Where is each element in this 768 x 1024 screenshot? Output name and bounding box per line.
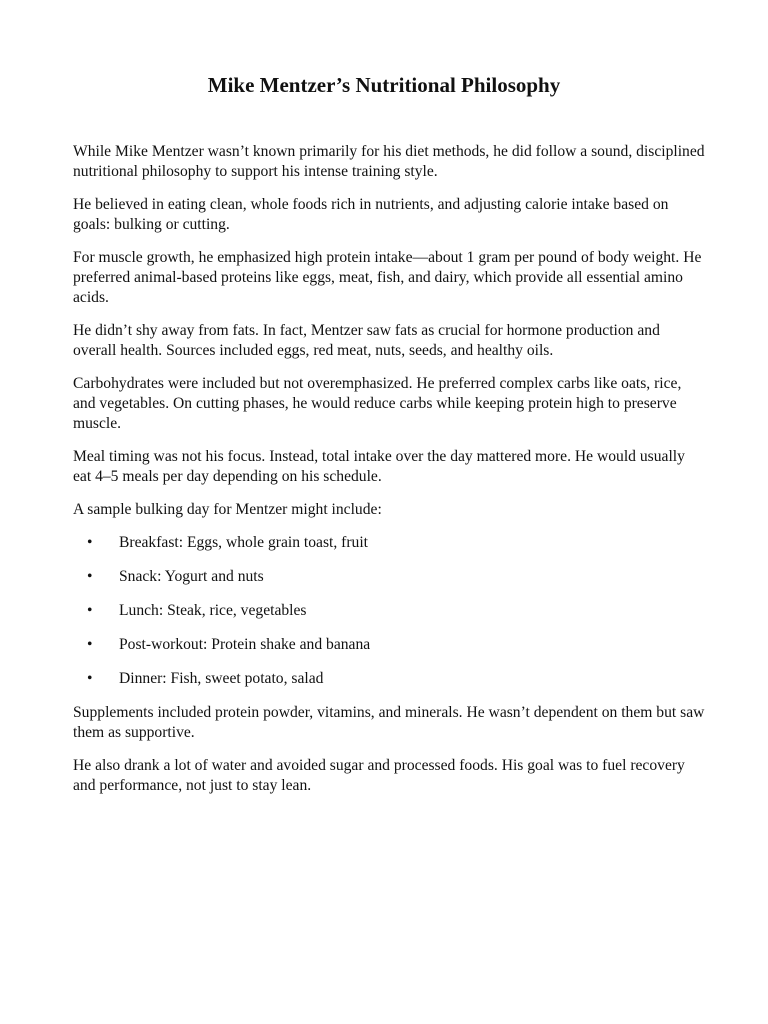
list-item [73, 533, 705, 553]
bullet-icon: • [87, 602, 93, 619]
page-title: Mike Mentzer’s Nutritional Philosophy [207, 73, 561, 97]
bullet-icon: • [87, 568, 93, 585]
bullet-icon: • [87, 670, 93, 687]
list-item [73, 601, 705, 621]
list-item-text: Breakfast: Eggs, whole grain toast, fruit [119, 534, 369, 551]
list-item-text: Dinner: Fish, sweet potato, salad [119, 670, 324, 687]
bullet-icon: • [87, 636, 93, 653]
paragraph-protein: For muscle growth, he emphasized high protein intake—about 1 gram per pound of body weight. He preferred animal-based proteins like eggs, meat, fish, and dairy, which provide all essential amino acids. [73, 249, 702, 306]
list-item-text: Snack: Yogurt and nuts [119, 568, 264, 585]
list-item [73, 669, 705, 689]
list-item [73, 567, 705, 587]
paragraph-clean-eating: He believed in eating clean, whole foods rich in nutrients, and adjusting calorie intake based on goals: bulking or cutting. [73, 196, 669, 233]
paragraph-sample-day-intro: A sample bulking day for Mentzer might include: [73, 501, 382, 518]
paragraph-meal-timing: Meal timing was not his focus. Instead, total intake over the day mattered more. He would usually eat 4–5 meals per day depending on his schedule. [73, 448, 685, 485]
paragraph-intro: While Mike Mentzer wasn’t known primarily for his diet methods, he did follow a sound, disciplined nutritional philosophy to support his intense training style. [73, 143, 705, 180]
meal-list [73, 533, 705, 689]
list-item-text: Lunch: Steak, rice, vegetables [119, 602, 307, 619]
paragraph-fats: He didn’t shy away from fats. In fact, Mentzer saw fats as crucial for hormone production and overall health. Sources included eggs, red meat, nuts, seeds, and healthy oils. [73, 322, 660, 359]
paragraph-supplements: Supplements included protein powder, vitamins, and minerals. He wasn’t dependent on them but saw them as supportive. [73, 704, 705, 741]
list-item-text: Post-workout: Protein shake and banana [119, 636, 371, 653]
paragraph-water-and-sugar: He also drank a lot of water and avoided sugar and processed foods. His goal was to fuel recovery and performance, not just to stay lean. [73, 757, 685, 794]
document-body [73, 142, 705, 809]
list-item [73, 635, 705, 655]
paragraph-carbohydrates: Carbohydrates were included but not overemphasized. He preferred complex carbs like oats, rice, and vegetables. On cutting phases, he would reduce carbs while keeping protein high to preserve muscle. [73, 375, 682, 432]
bullet-icon: • [87, 534, 93, 551]
